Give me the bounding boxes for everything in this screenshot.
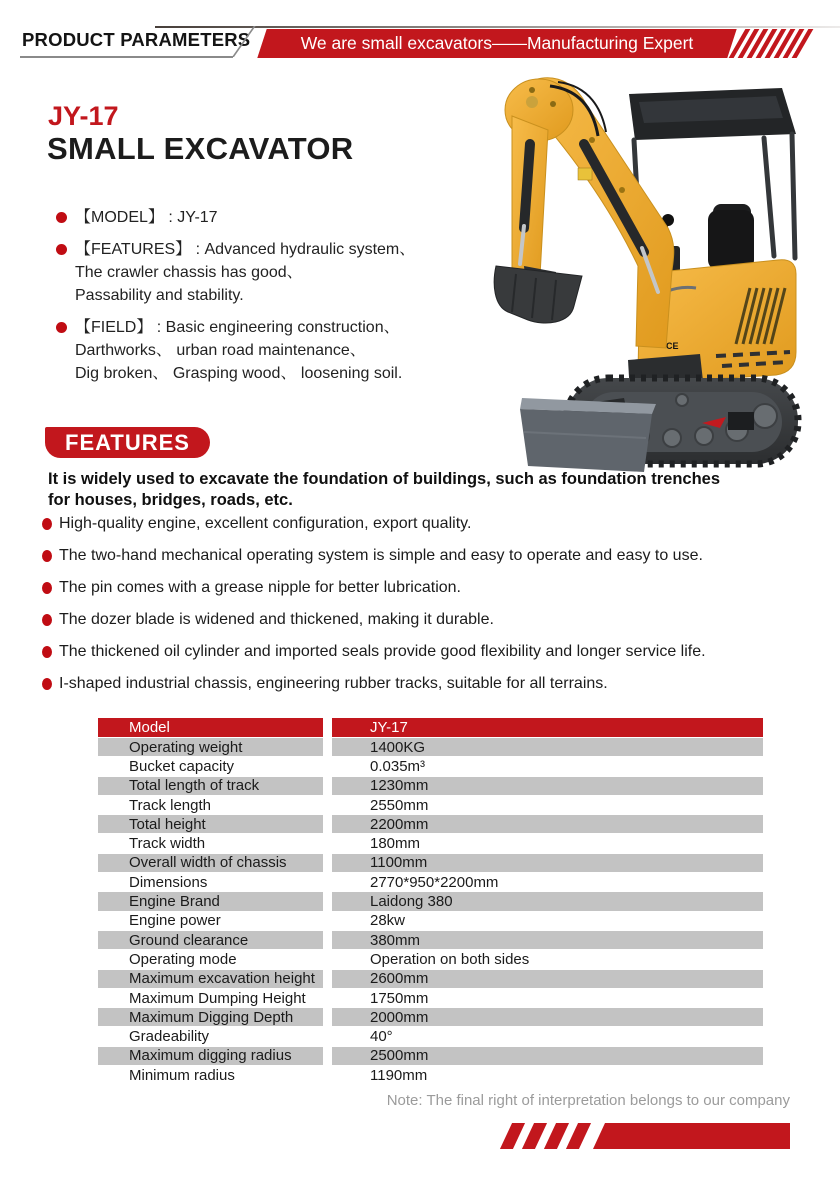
bullet-dot-icon (42, 678, 52, 690)
table-column-gap (323, 777, 332, 796)
spec-value: 2500mm (332, 1047, 763, 1066)
spec-value: 380mm (332, 931, 763, 950)
header-banner-text: We are small excavators——Manufacturing Expert (300, 33, 694, 53)
spec-value: 1100mm (332, 854, 763, 873)
bullet-line: Passability and stability. (75, 287, 244, 304)
features-badge: FEATURES (45, 427, 210, 458)
feature-text: The pin comes with a grease nipple for better lubrication. (59, 579, 461, 596)
feature-item (42, 611, 832, 629)
table-row (98, 796, 763, 815)
spec-value: 1400KG (332, 738, 763, 757)
spec-label: Operating mode (98, 950, 323, 969)
spec-label: Track length (98, 796, 323, 815)
bullet-dot-icon (42, 614, 52, 626)
bullet-line: 【FIELD】 : Basic engineering construction、 (75, 319, 400, 336)
bullet-dot-icon (56, 244, 67, 255)
spec-value: 180mm (332, 834, 763, 853)
table-column-gap (323, 912, 332, 931)
spec-value: 2200mm (332, 815, 763, 834)
header-stripes (737, 29, 805, 58)
table-row (98, 892, 763, 911)
spec-label: Gradeability (98, 1027, 323, 1046)
table-column-gap (323, 873, 332, 892)
spec-value: 40° (332, 1027, 763, 1046)
table-column-gap (323, 931, 332, 950)
spec-label: Total height (98, 815, 323, 834)
feature-item (42, 675, 832, 693)
bullet-lines (75, 238, 438, 307)
table-column-gap (323, 1047, 332, 1066)
spec-label: Maximum Dumping Height (98, 989, 323, 1008)
table-column-gap (323, 1027, 332, 1046)
feature-item (42, 643, 832, 661)
table-column-gap (323, 989, 332, 1008)
model-bullet (48, 316, 438, 385)
bullet-dot-icon (56, 212, 67, 223)
spec-value: 1230mm (332, 777, 763, 796)
spec-value: 2600mm (332, 970, 763, 989)
feature-item (42, 547, 832, 565)
bullet-line: 【MODEL】 : JY-17 (75, 209, 218, 226)
spec-value: JY-17 (332, 718, 763, 738)
table-column-gap (323, 815, 332, 834)
bullet-line: Darthworks、 urban road maintenance、 (75, 342, 366, 359)
table-column-gap (323, 834, 332, 853)
table-row (98, 815, 763, 834)
table-row (98, 834, 763, 853)
features-intro: It is widely used to excavate the foundation of buildings, such as foundation trenches for houses, bridges, roads, etc. (48, 470, 721, 509)
bullet-dot-icon (56, 322, 67, 333)
feature-list (42, 515, 832, 707)
table-column-gap (323, 1066, 332, 1085)
feature-text: The thickened oil cylinder and imported seals provide good flexibility and longer service life. (59, 643, 706, 660)
table-column-gap (323, 950, 332, 969)
footer-stripes (506, 1123, 585, 1149)
table-row (98, 1027, 763, 1046)
table-row (98, 989, 763, 1008)
spec-value: Operation on both sides (332, 950, 763, 969)
table-column-gap (323, 757, 332, 776)
diagonal-stripe-icon (522, 1123, 547, 1149)
diagonal-stripe-icon (500, 1123, 525, 1149)
bullet-lines (75, 316, 438, 385)
spec-value: 2000mm (332, 1008, 763, 1027)
spec-value: 2770*950*2200mm (332, 873, 763, 892)
table-row (98, 970, 763, 989)
feature-item (42, 579, 832, 597)
table-column-gap (323, 892, 332, 911)
model-bullets (48, 206, 438, 394)
table-column-gap (323, 796, 332, 815)
spec-value: 2550mm (332, 796, 763, 815)
table-row (98, 1047, 763, 1066)
footer-bar (593, 1123, 790, 1149)
spec-label: Operating weight (98, 738, 323, 757)
bullet-dot-icon (42, 582, 52, 594)
spec-value: 1750mm (332, 989, 763, 1008)
table-column-gap (323, 970, 332, 989)
spec-label: Dimensions (98, 873, 323, 892)
bullet-line: 【FEATURES】 : Advanced hydraulic system、 (75, 241, 416, 258)
header-underline (20, 56, 233, 58)
header-banner (257, 29, 736, 58)
spec-table (98, 718, 763, 1085)
product-parameters-title: PRODUCT PARAMETERS (22, 29, 251, 50)
table-row (98, 1008, 763, 1027)
spec-value: 1190mm (332, 1066, 763, 1085)
table-column-gap (323, 854, 332, 873)
model-bullet (48, 206, 438, 229)
spec-value: Laidong 380 (332, 892, 763, 911)
model-bullet (48, 238, 438, 307)
spec-label: Minimum radius (98, 1066, 323, 1085)
excavator-photo (432, 60, 836, 475)
table-row (98, 854, 763, 873)
spec-label: Engine Brand (98, 892, 323, 911)
feature-text: High-quality engine, excellent configuration, export quality. (59, 515, 472, 532)
product-subtitle: SMALL EXCAVATOR (47, 131, 354, 166)
spec-label: Track width (98, 834, 323, 853)
bullet-dot-icon (42, 646, 52, 658)
feature-item (42, 515, 832, 533)
feature-text: The two-hand mechanical operating system is simple and easy to operate and easy to use. (59, 547, 703, 564)
diagonal-stripe-icon (544, 1123, 569, 1149)
table-column-gap (323, 1008, 332, 1027)
table-row (98, 931, 763, 950)
spec-label: Bucket capacity (98, 757, 323, 776)
spec-value: 28kw (332, 912, 763, 931)
table-column-gap (323, 718, 332, 738)
spec-label: Model (98, 718, 323, 738)
spec-label: Maximum excavation height (98, 970, 323, 989)
header-top-line (155, 26, 840, 28)
spec-label: Maximum digging radius (98, 1047, 323, 1066)
bullet-line: Dig broken、 Grasping wood、 loosening soil. (75, 365, 403, 382)
svg-text:CE: CE (666, 341, 679, 351)
spec-label: Overall width of chassis (98, 854, 323, 873)
table-column-gap (323, 738, 332, 757)
spec-value: 0.035m³ (332, 757, 763, 776)
diagonal-stripe-icon (566, 1123, 591, 1149)
table-row (98, 873, 763, 892)
bullet-lines (75, 206, 438, 229)
spec-table-rows (98, 738, 763, 1085)
bullet-dot-icon (42, 550, 52, 562)
table-row (98, 950, 763, 969)
bullet-dot-icon (42, 518, 52, 530)
table-row (98, 912, 763, 931)
feature-text: The dozer blade is widened and thickened, making it durable. (59, 611, 494, 628)
bullet-line: The crawler chassis has good、 (75, 264, 303, 281)
footer-note: Note: The final right of interpretation belongs to our company (386, 1092, 790, 1109)
table-header-row (98, 718, 763, 738)
table-row (98, 757, 763, 776)
spec-label: Maximum Digging Depth (98, 1008, 323, 1027)
model-title: JY-17 (48, 101, 119, 131)
spec-label: Engine power (98, 912, 323, 931)
feature-text: I-shaped industrial chassis, engineering rubber tracks, suitable for all terrains. (59, 675, 608, 692)
table-row (98, 777, 763, 796)
table-row (98, 738, 763, 757)
table-row (98, 1066, 763, 1085)
spec-label: Ground clearance (98, 931, 323, 950)
spec-label: Total length of track (98, 777, 323, 796)
